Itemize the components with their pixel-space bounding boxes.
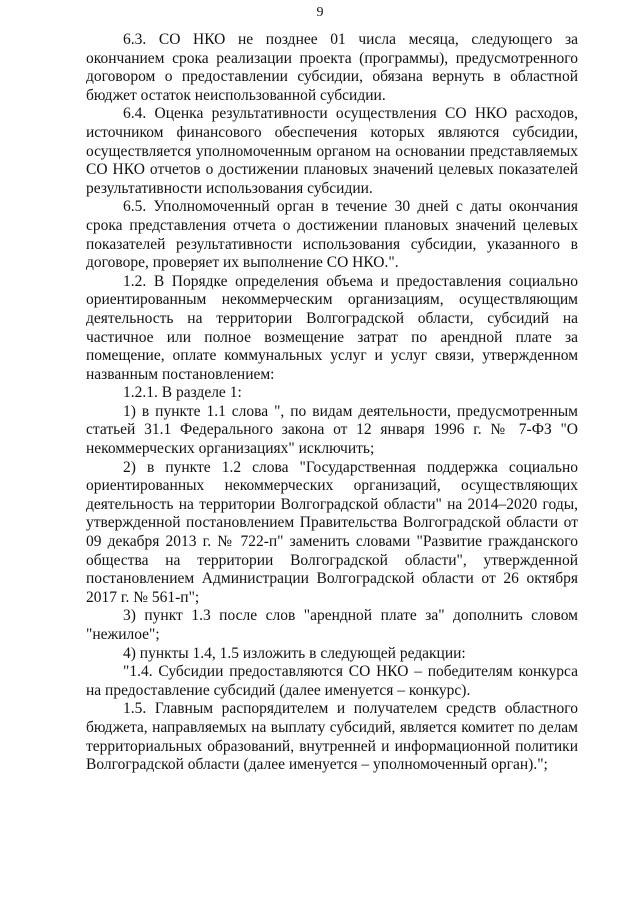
paragraph-6-5: 6.5. Уполномоченный орган в течение 30 дней с даты окончания срока представления отчета о достижении плановых значений целевых показателей результативности использования субсидии, указанного в договоре, проверяет их выполнение СО НКО.". [86, 198, 578, 272]
page-number: 9 [316, 5, 324, 20]
list-item-2: 2) в пункте 1.2 слова "Государственная поддержка социально ориентированных некоммерческих организаций, осуществляющих деятельность на территории Волгоградской области" на 2014–2020 годы, утвержденной постановлением Правительства Волгоградской области от 09 декабря 2013 г. № 722-п" заменить словами "Развитие гражданского общества на территории Волгоградской области", утвержденной постановлением Администрации Волгоградской области от 26 октября 2017 г. № 561-п"; [86, 458, 578, 606]
paragraph-1-2-1: 1.2.1. В разделе 1: [123, 384, 242, 402]
list-item-1: 1) в пункте 1.1 слова ", по видам деятельности, предусмотренным статьей 31.1 Федерального закона от 12 января 1996 г. № 7-ФЗ "О некоммерческих организациях" исключить; [86, 402, 578, 458]
list-item-4: 4) пункты 1.4, 1.5 изложить в следующей редакции: [123, 644, 466, 662]
paragraph-1-4: "1.4. Субсидии предоставляются СО НКО – победителям конкурса на предоставление субсидий (далее именуется – конкурс). [86, 663, 578, 699]
paragraph-1-2: 1.2. В Порядке определения объема и предоставления социально ориентированным некоммерческим организациям, осуществляющим деятельность на территории Волгоградской области, субсидий на частичное или полное возмещение затрат по арендной плате за помещение, оплате коммунальных услуг и услуг связи, утвержденном названным постановлением: [86, 272, 578, 383]
list-item-3: 3) пункт 1.3 после слов "арендной плате за" дополнить словом "нежилое"; [86, 607, 578, 643]
paragraph-1-5: 1.5. Главным распорядителем и получателем средств областного бюджета, направляемых на выплату субсидий, является комитет по делам территориальных образований, внутренней и информационной политики Волгоградской области (далее именуется – уполномоченный орган)."; [86, 700, 578, 774]
document-body [86, 31, 578, 775]
paragraph-6-4: 6.4. Оценка результативности осуществления СО НКО расходов, источником финансового обеспечения которых являются субсидии, осуществляется уполномоченным органом на основании представляемых СО НКО отчетов о достижении плановых значений целевых показателей результативности использования субсидии. [86, 105, 578, 197]
paragraph-6-3: 6.3. СО НКО не позднее 01 числа месяца, следующего за окончанием срока реализации проекта (программы), предусмотренного договором о предоставлении субсидии, обязана вернуть в областной бюджет остаток неиспользованной субсидии. [86, 31, 578, 104]
